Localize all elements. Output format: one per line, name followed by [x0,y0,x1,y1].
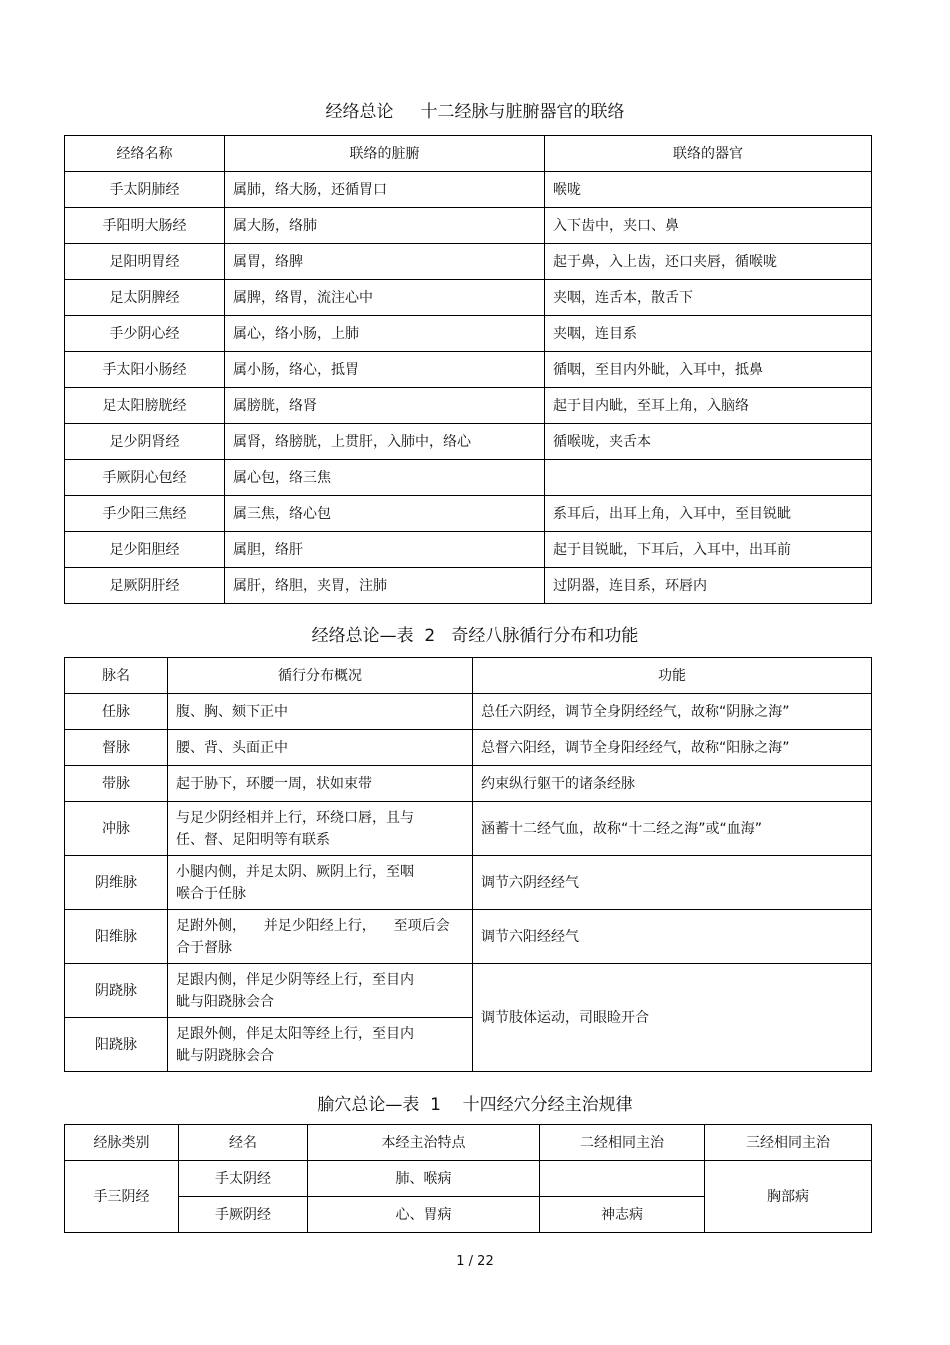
three-meridian-cell: 胸部病 [705,1161,872,1233]
viscera-cell: 属心包，络三焦 [225,460,545,496]
meridian-name-cell: 足太阳膀胱经 [65,388,225,424]
function-cell: 调节肢体运动，司眼睑开合 [473,964,872,1072]
acupoint-indication-table [64,1124,872,1233]
distribution-line: 足跟外侧，伴足太阳等经上行，至目内 [176,1025,414,1042]
page-number: 1 / 22 [456,1254,494,1269]
distribution-line: 喉合于任脉 [176,885,246,902]
viscera-cell: 属膀胱，络肾 [225,388,545,424]
meridian-organ-table [64,135,872,604]
meridian-name-cell: 手厥阴经 [179,1197,308,1233]
table-row [65,694,872,730]
meridian-name-cell: 手厥阴心包经 [65,460,225,496]
header-cell: 二经相同主治 [540,1125,705,1161]
meridian-name-cell: 足阳明胃经 [65,244,225,280]
table-row [65,730,872,766]
distribution-cell [168,694,473,730]
meridian-name-cell: 足少阳胆经 [65,532,225,568]
table1-title: 经络总论 十二经脉与脏腑器官的联络 [325,102,625,122]
header-cell: 三经相同主治 [705,1125,872,1161]
organ-cell: 喉咙 [545,172,872,208]
organ-cell: 夹咽，连舌本，散舌下 [545,280,872,316]
table-row [65,280,872,316]
distribution-cell [168,910,473,964]
meridian-name-cell: 手阳明大肠经 [65,208,225,244]
distribution-line: 眦与阳跷脉会合 [176,993,274,1010]
distribution-line: 足跗外侧， 并足少阳经上行， 至项后会 [176,917,450,934]
distribution-line: 腹、胸、颏下正中 [176,703,288,720]
table-row [65,172,872,208]
function-cell: 调节六阴经经气 [473,856,872,910]
table-row [65,766,872,802]
table2-title: 经络总论—表 2 奇经八脉循行分布和功能 [311,626,639,646]
vessel-name-cell: 任脉 [65,694,168,730]
distribution-cell [168,802,473,856]
organ-cell: 入下齿中，夹口、鼻 [545,208,872,244]
organ-cell: 过阴器，连目系，环唇内 [545,568,872,604]
meridian-name-cell: 手太阳小肠经 [65,352,225,388]
vessel-name-cell: 阴跷脉 [65,964,168,1018]
table-row [65,496,872,532]
viscera-cell: 属肝，络胆，夹胃，注肺 [225,568,545,604]
meridian-name-cell: 手太阴肺经 [65,172,225,208]
vessel-name-cell: 阴维脉 [65,856,168,910]
table-row [65,964,872,1018]
table-row [65,532,872,568]
organ-cell: 起于目内眦，至耳上角，入脑络 [545,388,872,424]
indication-cell: 心、胃病 [308,1197,540,1233]
function-cell: 总任六阴经，调节全身阴经经气，故称“阴脉之海” [473,694,872,730]
table-header-row [65,136,872,172]
table-row [65,856,872,910]
meridian-name-cell: 手少阳三焦经 [65,496,225,532]
meridian-name-cell: 足太阴脾经 [65,280,225,316]
meridian-name-cell: 手太阴经 [179,1161,308,1197]
header-cell: 脉名 [65,658,168,694]
distribution-line: 合于督脉 [176,939,232,956]
table-row [65,244,872,280]
organ-cell: 夹咽，连目系 [545,316,872,352]
viscera-cell: 属脾，络胃，流注心中 [225,280,545,316]
function-cell: 约束纵行躯干的诸条经脉 [473,766,872,802]
indication-cell: 肺、喉病 [308,1161,540,1197]
distribution-line: 与足少阴经相并上行，环绕口唇，且与 [176,809,414,826]
header-cell: 经名 [179,1125,308,1161]
organ-cell: 系耳后，出耳上角，入耳中，至目锐眦 [545,496,872,532]
table-row [65,910,872,964]
organ-cell: 循喉咙，夹舌本 [545,424,872,460]
header-cell: 本经主治特点 [308,1125,540,1161]
two-meridian-cell: 神志病 [540,1197,705,1233]
table-row [65,460,872,496]
distribution-cell [168,856,473,910]
distribution-cell [168,964,473,1018]
organ-cell: 循咽，至目内外眦，入耳中，抵鼻 [545,352,872,388]
distribution-line: 腰、背、头面正中 [176,739,288,756]
distribution-line: 任、督、足阳明等有联系 [176,831,330,848]
organ-cell [545,460,872,496]
table-row [65,352,872,388]
meridian-name-cell: 足厥阴肝经 [65,568,225,604]
header-cell: 经脉类别 [65,1125,179,1161]
meridian-name-cell: 足少阴肾经 [65,424,225,460]
vessel-name-cell: 冲脉 [65,802,168,856]
distribution-line: 眦与阴跷脉会合 [176,1047,274,1064]
header-cell: 功能 [473,658,872,694]
table-row [65,316,872,352]
two-meridian-cell [540,1161,705,1197]
vessel-name-cell: 阳维脉 [65,910,168,964]
table-row [65,802,872,856]
distribution-line: 起于胁下，环腰一周，状如束带 [176,775,372,792]
distribution-line: 足跟内侧，伴足少阴等经上行，至目内 [176,971,414,988]
table-row [65,1161,872,1197]
table-header-row [65,1125,872,1161]
table-row [65,424,872,460]
function-cell: 调节六阳经经气 [473,910,872,964]
table3-title: 腧穴总论—表 1 十四经穴分经主治规律 [317,1095,633,1115]
organ-cell: 起于鼻，入上齿，还口夹唇，循喉咙 [545,244,872,280]
organ-cell: 起于目锐眦，下耳后，入耳中，出耳前 [545,532,872,568]
table-header-row [65,658,872,694]
header-cell: 经络名称 [65,136,225,172]
table-row [65,388,872,424]
extra-meridian-table [64,657,872,1072]
vessel-name-cell: 带脉 [65,766,168,802]
header-cell: 联络的脏腑 [225,136,545,172]
viscera-cell: 属大肠，络肺 [225,208,545,244]
viscera-cell: 属胆，络肝 [225,532,545,568]
viscera-cell: 属胃，络脾 [225,244,545,280]
function-cell: 涵蓄十二经气血，故称“十二经之海”或“血海” [473,802,872,856]
header-cell: 联络的器官 [545,136,872,172]
function-cell: 总督六阳经，调节全身阳经经气，故称“阳脉之海” [473,730,872,766]
viscera-cell: 属肺，络大肠，还循胃口 [225,172,545,208]
meridian-group-cell: 手三阴经 [65,1161,179,1233]
distribution-cell [168,1018,473,1072]
vessel-name-cell: 督脉 [65,730,168,766]
viscera-cell: 属三焦，络心包 [225,496,545,532]
header-cell: 循行分布概况 [168,658,473,694]
viscera-cell: 属小肠，络心，抵胃 [225,352,545,388]
meridian-name-cell: 手少阴心经 [65,316,225,352]
table-row [65,208,872,244]
table-row [65,568,872,604]
distribution-line: 小腿内侧，并足太阴、厥阴上行，至咽 [176,863,414,880]
distribution-cell [168,766,473,802]
viscera-cell: 属心，络小肠，上肺 [225,316,545,352]
vessel-name-cell: 阳跷脉 [65,1018,168,1072]
viscera-cell: 属肾，络膀胱，上贯肝，入肺中，络心 [225,424,545,460]
distribution-cell [168,730,473,766]
